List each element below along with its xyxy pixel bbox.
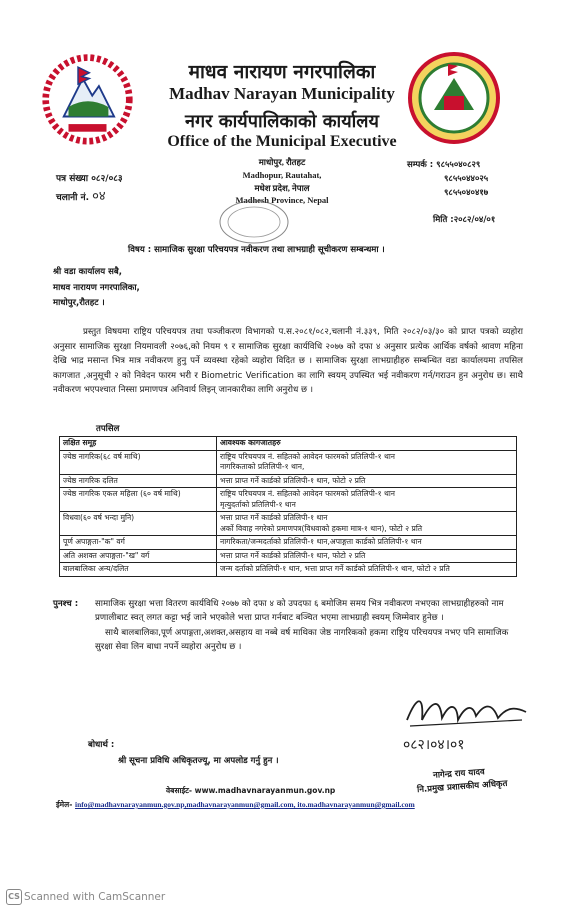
office-stamp [216, 198, 292, 246]
email-label: ईमेल- [56, 800, 73, 809]
email-line [56, 800, 415, 810]
address-line: मधेश प्रदेश, नेपाल [254, 183, 310, 193]
email-links[interactable]: info@madhavnarayanmun.gov.np,madhavnarayanmun@gmail.com, ito.madhavnarayanmun@gmail.com [75, 800, 415, 809]
municipality-name-nepali: माधव नारायण नगरपालिका [188, 61, 376, 83]
table-row [60, 450, 517, 474]
contact-numbers [407, 158, 488, 200]
target-group-cell: अति अशक्त अपाङ्गता-"ख" वर्ग [60, 549, 217, 563]
target-group-cell: विधवा(६० वर्ष भन्दा मुनि) [60, 512, 217, 536]
office-name-nepali: नगर कार्यपालिकाको कार्यालय [185, 111, 379, 132]
cc-label: बोधार्थ : [88, 740, 115, 750]
dispatch-label: चलानी नं. [56, 193, 90, 203]
target-group-cell: ज्येष्ठ नागरिक दलित [60, 474, 217, 488]
documents-cell: जन्म दर्ताको प्रतिलिपी-१ थान, भत्ता प्राप्त गर्ने कार्डको प्रतिलिपी-१ थान, फोटो २ प्रति [217, 563, 517, 577]
documents-cell: नागरिकता/जन्मदर्ताको प्रतिलिपी-१ थान,अपाङ्गता कार्डको प्रतिलिपी-१ थान [217, 536, 517, 550]
phone-number: ९८५५०४४०२५ [444, 174, 489, 184]
target-group-cell: ज्येष्ठ नागरिक एकल महिला (६० वर्ष माथि) [60, 488, 217, 512]
table-row [60, 549, 517, 563]
table-row [60, 474, 517, 488]
website-link[interactable]: www.madhavnarayanmun.gov.np [194, 786, 336, 795]
subject-line: विषय : सामाजिक सुरक्षा परिचयपत्र नवीकरण तथा लाभग्राही सूचीकरण सम्बन्धमा । [128, 245, 385, 255]
documents-cell: भत्ता प्राप्त गर्ने कार्डको प्रतिलिपी-१ थान अर्को विवाह नगरेको प्रमाणपत्र(विधवाको हकमा मात्र-१ थान), फोटो २ प्रति [217, 512, 517, 536]
scanner-watermark: Scanned with CamScanner [24, 891, 166, 903]
postscript-label: पुनश्च : [53, 599, 79, 609]
required-documents-table [59, 436, 517, 577]
table-row [60, 488, 517, 512]
website-label: वेबसाईट- [166, 786, 193, 795]
postscript [53, 597, 523, 655]
table-header: आवश्यक कागजातहरु [217, 437, 517, 451]
municipality-logo [404, 48, 504, 148]
letter-date: मिति :२०८२/०४/०१ [433, 215, 496, 225]
phone-number: ९८५५०४०४१७ [444, 188, 489, 198]
website-line [166, 786, 335, 796]
addressee-line: माधव नारायण नगरपालिका, [53, 283, 140, 293]
municipality-name-english: Madhav Narayan Municipality [169, 84, 395, 103]
signatory-name: नागेन्द्र राय यादव [432, 767, 486, 781]
target-group-cell: बालबालिका अन्य/दलित [60, 563, 217, 577]
documents-cell: भत्ता प्राप्त गर्ने कार्डको प्रतिलिपी-१ थान, फोटो २ प्रति [217, 549, 517, 563]
documents-cell: भत्ता प्राप्त गर्ने कार्डको प्रतिलिपी-१ थान, फोटो २ प्रति [217, 474, 517, 488]
cc-text: श्री सूचना प्रविधि अधिकृतज्यू, मा अपलोड गर्नु हुन । [118, 756, 279, 766]
body-paragraph: प्रस्तुत विषयमा राष्ट्रिय परिचयपत्र तथा पञ्जीकरण विभागको प.स.२०८१/०८२,चलानी नं.३३९, मिति २०८२/०३/३० को प्राप्त पत्रको व्यहोरा अनुसार सामाजिक सुरक्षा नियमावली २०७६,को नियम ९ र सामाजिक सुरक्षा कार्यविधि २०७७ को दफा ४ अनुसार प्रत्येक आर्थिक वर्षको श्रावण महिना देखि भाद्र मसान्त भित्र मात्र नवीकरण हुनु पर्ने व्यवस्था रहेको व्यहोरा विदित छ । सामाजिक सुरक्षा लाभग्राहीहरु सम्बन्धित वडा कार्यालयमा तपसिल कागजात ,अनुसूची २ को निवेदन फारम भरी र Biometric Verification का लागि स्वयम् उपस्थित भई नवीकरण गर्न/गराउन हुन अनुरोध छ। साथै नवीकरण भएपश्चात निस्सा प्रमाणपत्र अनिवार्य लिइन् जानकारीका लागि अनुरोध छ । [53, 327, 523, 396]
address-line: Madhopur, Rautahat, [242, 170, 322, 180]
reference-number: पत्र संख्या ०८२/०८३ [56, 174, 123, 184]
table-caption: तपसिल [96, 424, 120, 434]
documents-cell: राष्ट्रिय परिचयपत्र नं. सहितको आवेदन फारमको प्रतिलिपी-१ थान नागरिकताको प्रतिलिपी-१ थान, [217, 450, 517, 474]
target-group-cell: ज्येष्ठ नागरिक(६८ वर्ष माथि) [60, 450, 217, 474]
table-row [60, 512, 517, 536]
address-line: माधोपुर, रौतहट [258, 157, 306, 167]
addressee-line: माधोपुर,रौतहट । [53, 298, 105, 308]
documents-cell: राष्ट्रिय परिचयपत्र नं. सहितको आवेदन फारमको प्रतिलिपी-१ थान मृत्युदर्ताको प्रतिलिपी-१ थान [217, 488, 517, 512]
phone-label: सम्पर्क : [407, 160, 434, 170]
phone-number: ९८५५०४०८२९ [436, 160, 481, 170]
postscript-text: सामाजिक सुरक्षा भत्ता वितरण कार्यविधि २०७७ को दफा ४ को उपदफा ६ बमोजिम समय भित्र नवीकरण नभएका लाभग्राहीहरुको नाम प्रणालीबाट स्वत् लगत कट्टा भई जाने भएकोले भत्ता प्राप्त गर्नबाट बञ्चित भएमा लाभग्राही स्वयम् जिम्मेवार हुनेछ । [95, 599, 504, 624]
dispatch-number [56, 186, 106, 204]
address-line: Madhesh Province, Nepal [235, 195, 329, 205]
table-row [60, 536, 517, 550]
table-row [60, 563, 517, 577]
target-group-cell: पूर्ण अपाङ्गता-"क" वर्ग [60, 536, 217, 550]
handwritten-signature [402, 690, 532, 732]
office-name-english: Office of the Municipal Executive [167, 133, 397, 150]
signature-date: ०८२।०४।०१ [403, 737, 465, 753]
postscript-text-2: साथै बालबालिका,पूर्ण अपाङ्गता,अशक्त,असहाय वा नब्बे वर्ष माथिका जेष्ठ नागरिकको हकमा राष्ट्रिय परिचयपत्र नभए पनि सामाजिक सुरक्षा सेवा लिन बाधा नपर्ने व्यहोरा अनुरोध छ । [95, 627, 509, 653]
signatory-title: नि.प्रमुख प्रशासकीय अधिकृत [416, 778, 508, 796]
dispatch-value: ०४ [92, 189, 106, 204]
addressee-line: श्री वडा कार्यालय सबै, [53, 267, 122, 277]
camscanner-icon: CS [6, 889, 22, 905]
table-header: लक्षित समूह [60, 437, 217, 451]
nepal-emblem-logo [40, 50, 135, 145]
